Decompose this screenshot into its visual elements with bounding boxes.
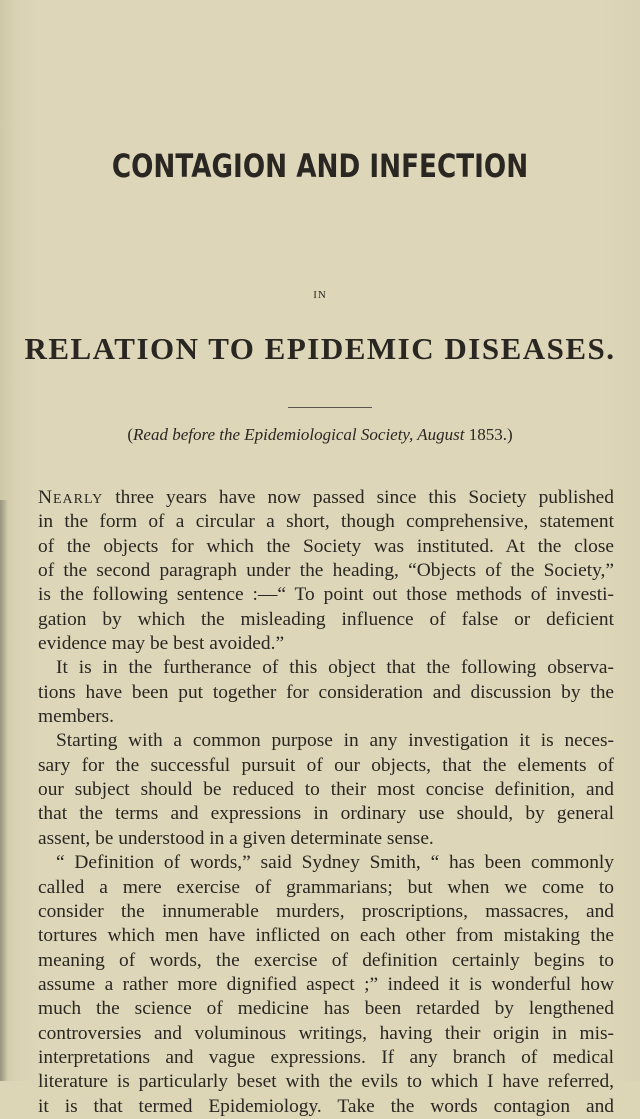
text-line: assent, be understood in a given determinate sense.: [38, 827, 434, 849]
text-line: is the following sentence :—“ To point out those methods of investi-: [38, 584, 614, 606]
text-line: assume a rather more dignified aspect ;” indeed it is wonderful how: [38, 973, 614, 995]
read-note: [0, 425, 640, 445]
text-line: literature is particularly beset with the evils to which I have referred,: [38, 1071, 614, 1093]
text-line: [38, 486, 614, 510]
text-line: our subject should be reduced to their most concise definition, and: [38, 779, 614, 801]
text-line: in the form of a circular a short, though comprehensive, statement: [38, 511, 614, 533]
read-note-italic: Read before the Epidemiological Society, August: [133, 425, 465, 444]
text-line: of the second paragraph under the heading, “Objects of the Society,”: [38, 560, 614, 582]
read-note-open: (: [127, 425, 134, 444]
text-line-content: three years have now passed since this Society published: [103, 487, 614, 508]
text-line: sary for the successful pursuit of our objects, that the elements of: [38, 754, 614, 776]
text-line: Starting with a common purpose in any investigation it is neces-: [56, 730, 614, 752]
title-connector: IN: [313, 289, 327, 301]
text-line: It is in the furtherance of this object that the following observa-: [56, 657, 614, 679]
text-line: much the science of medicine has been retarded by lengthened: [38, 998, 614, 1020]
text-line: tions have been put together for consideration and discussion by the: [38, 681, 614, 703]
text-line: controversies and voluminous writings, having their origin in mis-: [38, 1022, 614, 1044]
opening-word: Nearly: [38, 487, 104, 508]
text-line: evidence may be best avoided.”: [38, 633, 285, 655]
text-line: interpretations and vague expressions. If any branch of medical: [38, 1046, 614, 1068]
read-note-year: 1853.): [464, 425, 513, 444]
text-line: gation by which the misleading influence of false or deficient: [38, 608, 614, 630]
page-gutter-shadow: [0, 500, 8, 1081]
text-line: consider the innumerable murders, proscriptions, massacres, and: [38, 900, 614, 922]
text-line: meaning of words, the exercise of definition certainly begins to: [38, 949, 614, 971]
text-line: of the objects for which the Society was instituted. At the close: [38, 535, 614, 557]
text-line: it is that termed Epidemiology. Take the words contagion and: [38, 1095, 614, 1117]
text-line: members.: [38, 706, 114, 728]
text-line: “ Definition of words,” said Sydney Smith, “ has been commonly: [56, 852, 614, 874]
page-subtitle: RELATION TO EPIDEMIC DISEASES.: [24, 331, 616, 366]
text-line: that the terms and expressions in ordinary use should, by general: [38, 803, 614, 825]
text-line: tortures which men have inflicted on each other from mistaking the: [38, 925, 614, 947]
page-title: CONTAGION AND INFECTION: [111, 147, 529, 185]
title-divider: [288, 407, 372, 408]
text-line: called a mere exercise of grammarians; but when we come to: [38, 876, 614, 898]
body-text: [38, 486, 614, 1119]
